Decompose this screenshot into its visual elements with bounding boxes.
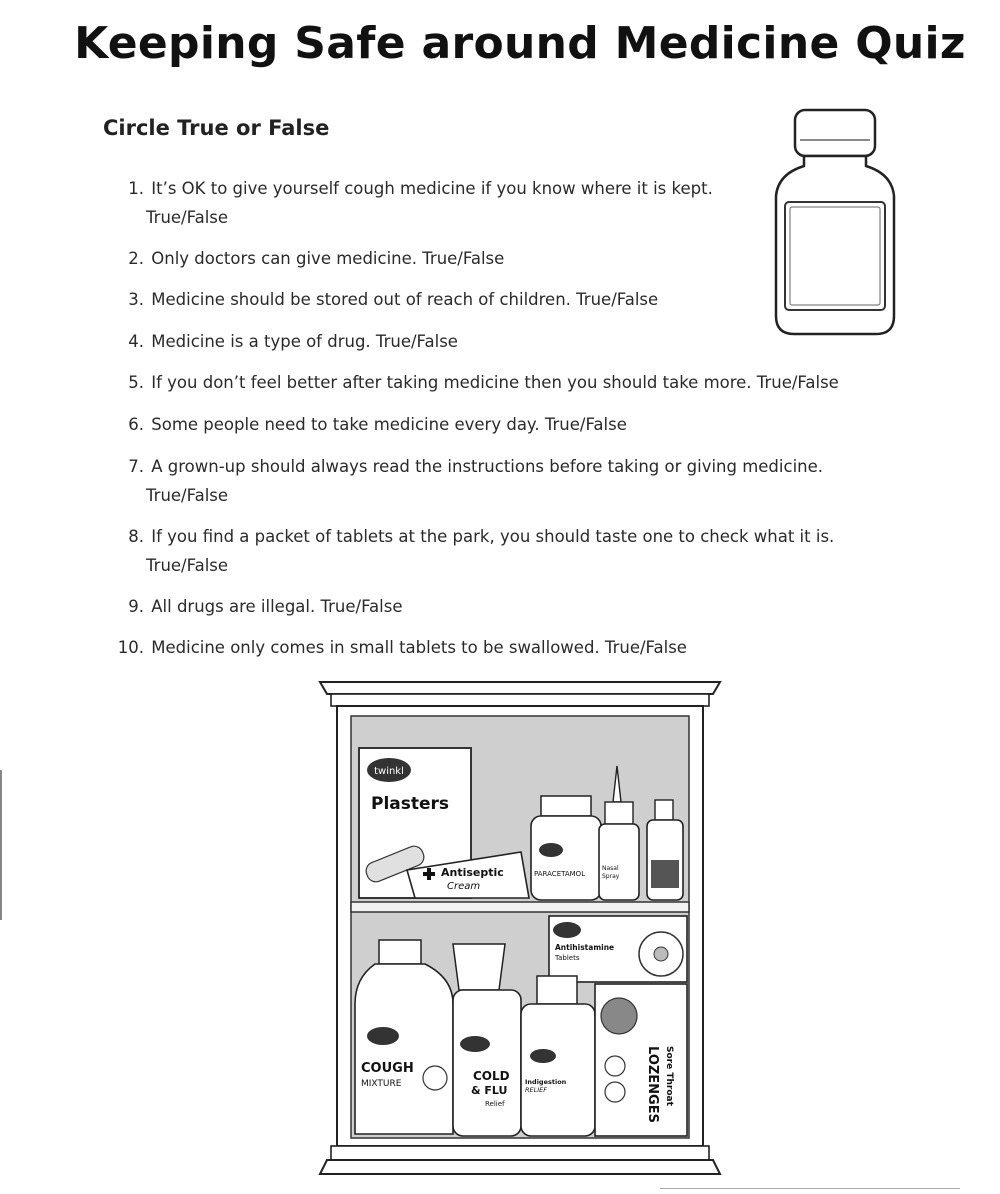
indigestion-relief-label: RELIEF (525, 1086, 548, 1094)
question-answer-line: True/False (146, 208, 229, 227)
question-number: 1. (128, 179, 144, 198)
question-text: If you find a packet of tablets at the park, you should taste one to check what it is. (151, 527, 835, 546)
cold-label: COLD (473, 1069, 510, 1083)
sore-throat-label: Sore Throat (664, 1046, 674, 1106)
question-7 (100, 452, 823, 510)
brand-label: twinkl (374, 766, 404, 777)
cream-label: Cream (447, 881, 481, 892)
question-9 (100, 592, 403, 621)
spray-label: Spray (602, 873, 620, 880)
question-number: 9. (128, 597, 144, 616)
question-4 (100, 327, 458, 356)
medicine-cabinet-illustration (315, 674, 727, 1182)
question-number: 2. (128, 249, 144, 268)
question-answer-line: True/False (146, 486, 229, 505)
relief-label: Relief (485, 1100, 505, 1108)
question-8 (100, 522, 834, 580)
question-2 (100, 244, 504, 273)
question-text: It’s OK to give yourself cough medicine if you know where it is kept. (151, 179, 713, 198)
antihistamine-label: Antihistamine (555, 943, 615, 952)
question-text: All drugs are illegal. True/False (151, 597, 403, 616)
instructions-heading: Circle True or False (103, 116, 330, 140)
paracetamol-label: PARACETAMOL (534, 870, 586, 878)
question-text: Medicine should be stored out of reach of children. True/False (151, 290, 659, 309)
question-number: 6. (128, 415, 144, 434)
indigestion-label: Indigestion (525, 1078, 567, 1086)
question-3 (100, 285, 658, 314)
paracetamol-bottle (531, 796, 601, 900)
page-title: Keeping Safe around Medicine Quiz (74, 18, 966, 69)
question-text: Some people need to take medicine every day. True/False (151, 415, 627, 434)
medicine-bottle-illustration (770, 104, 900, 340)
scan-edge-mark (0, 770, 2, 920)
question-text: If you don’t feel better after taking medicine then you should take more. True/False (151, 373, 839, 392)
question-text: Only doctors can give medicine. True/False (151, 249, 505, 268)
tablets-label: Tablets (555, 954, 580, 962)
question-text: Medicine only comes in small tablets to be swallowed. True/False (151, 638, 687, 657)
question-text: Medicine is a type of drug. True/False (151, 332, 458, 351)
plasters-label: Plasters (371, 794, 450, 814)
question-number: 4. (128, 332, 144, 351)
antihistamine-box (549, 916, 687, 982)
question-number: 7. (128, 457, 144, 476)
nasal-label: Nasal (602, 865, 619, 872)
question-answer-line: True/False (146, 556, 229, 575)
lozenges-label: LOZENGES (645, 1046, 660, 1123)
lozenges-box (595, 984, 687, 1136)
cough-label: COUGH (361, 1061, 414, 1076)
question-number: 8. (128, 527, 144, 546)
question-number: 10. (117, 638, 144, 657)
question-number: 3. (128, 290, 144, 309)
question-number: 5. (128, 373, 144, 392)
question-5 (100, 368, 839, 397)
mixture-label: MIXTURE (361, 1079, 402, 1089)
antiseptic-label: Antiseptic (441, 866, 504, 879)
flu-label: & FLU (471, 1084, 508, 1097)
question-10 (100, 633, 687, 662)
scan-footer-line (660, 1188, 960, 1189)
question-6 (100, 410, 627, 439)
question-text: A grown-up should always read the instructions before taking or giving medicine. (151, 457, 824, 476)
question-1 (100, 174, 713, 232)
